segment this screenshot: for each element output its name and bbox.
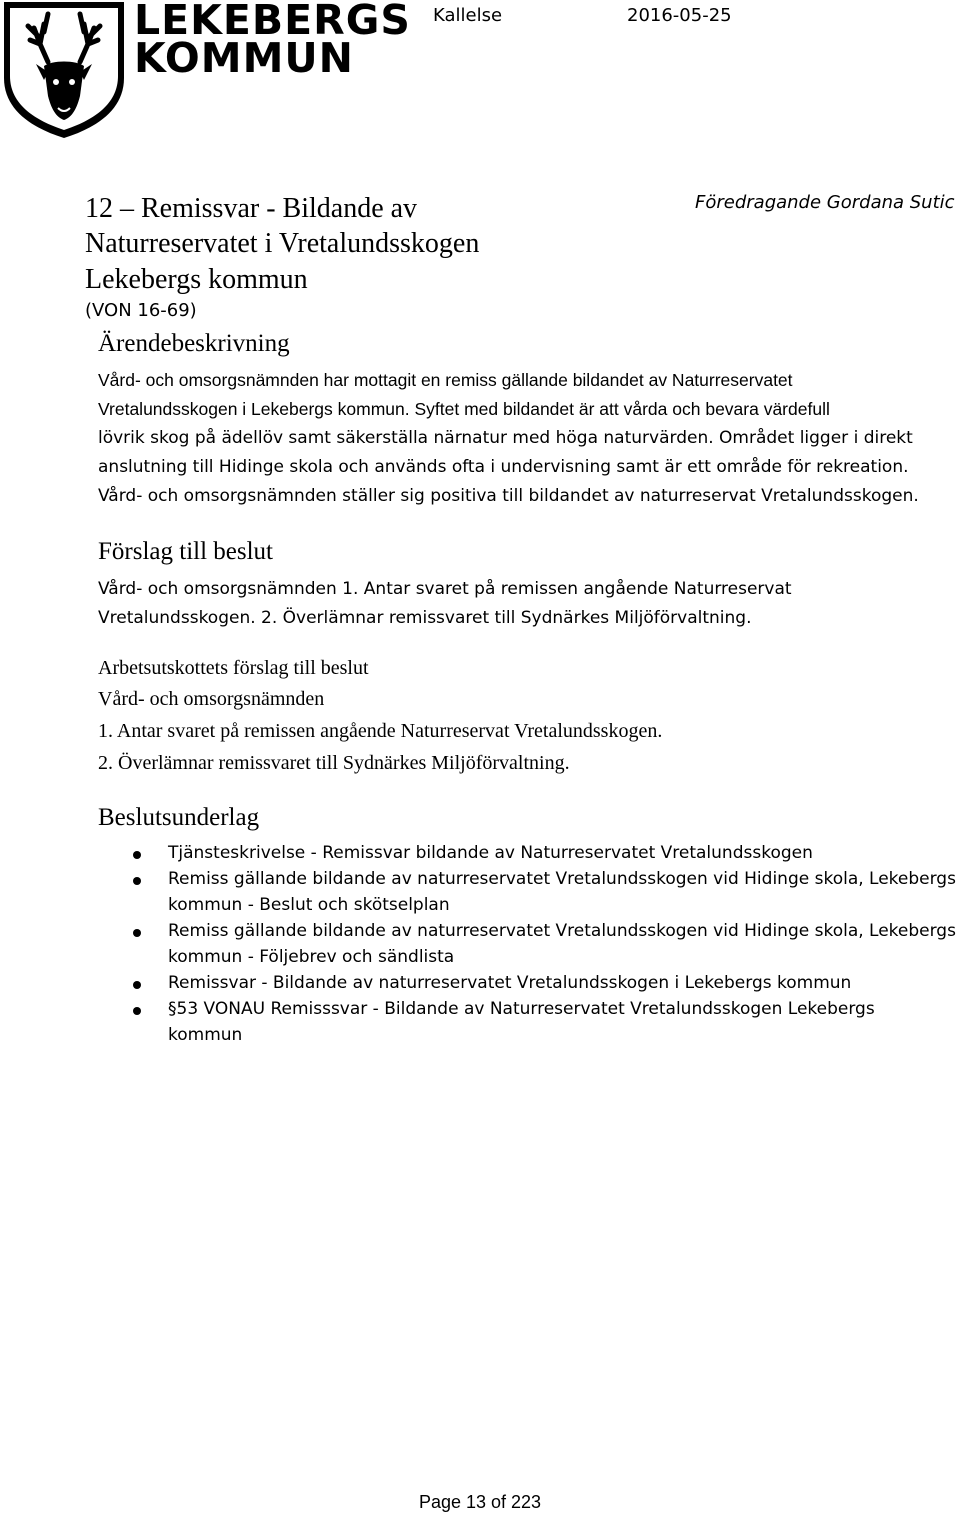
arende-line: lövrik skog på ädellöv samt säkerställa närnatur med höga naturvärden. Området ligger i direkt [98,428,913,448]
arende-line: anslutning till Hidinge skola och används ofta i undervisning samt är ett område för rekreation. [98,457,909,477]
brand-name-line1: LEKEBERGS [134,0,411,44]
list-item: Tjänsteskrivelse - Remissvar bildande av Naturreservatet Vretalundsskogen [168,843,813,863]
bullet-icon [133,1007,141,1015]
au-forslag-body: Vård- och omsorgsnämnden [98,688,325,710]
forslag-line: Vretalundsskogen. 2. Överlämnar remissvaret till Sydnärkes Miljöförvaltning. [98,608,752,628]
section-heading-beslutsunderlag: Beslutsunderlag [98,804,260,831]
list-item: Remiss gällande bildande av naturreservatet Vretalundsskogen vid Hidinge skola, Lekebergs [168,921,956,941]
list-item: Remiss gällande bildande av naturreservatet Vretalundsskogen vid Hidinge skola, Lekebergs [168,869,956,889]
section-heading-forslag: Förslag till beslut [98,538,273,565]
presenter: Föredragande Gordana Sutic [695,192,955,213]
bullet-icon [133,877,141,885]
list-item-continuation: kommun - Följebrev och sändlista [168,947,455,967]
list-item-continuation: kommun - Beslut och skötselplan [168,895,450,915]
document-type: Kallelse [433,5,503,26]
brand-name-line2: KOMMUN [134,34,354,82]
au-forslag-item: 1. Antar svaret på remissen angående Naturreservat Vretalundsskogen. [98,720,663,742]
list-item: Remissvar - Bildande av naturreservatet Vretalundsskogen i Lekebergs kommun [168,973,852,993]
list-item: §53 VONAU Remisssvar - Bildande av Naturreservatet Vretalundsskogen Lekebergs [168,999,875,1019]
arende-line: Vård- och omsorgsnämnden ställer sig positiva till bildandet av naturreservat Vretalundsskogen. [98,486,919,506]
section-heading-au-forslag: Arbetsutskottets förslag till beslut [98,657,369,679]
list-item-continuation: kommun [168,1025,243,1045]
deer-head-crest-icon [0,0,128,140]
bullet-icon [133,929,141,937]
item-title-line1: 12 – Remissvar - Bildande av [85,193,418,224]
case-number: (VON 16-69) [85,300,197,321]
arende-line: Vård- och omsorgsnämnden har mottagit en remiss gällande bildandet av Naturreservatet [98,370,793,390]
page-number: Page 13 of 223 [418,1492,542,1512]
forslag-line: Vård- och omsorgsnämnden 1. Antar svaret på remissen angående Naturreservat [98,579,792,599]
item-title-line2: Naturreservatet i Vretalundsskogen [85,228,480,259]
au-forslag-item: 2. Överlämnar remissvaret till Sydnärkes Miljöförvaltning. [98,752,570,774]
arende-line: Vretalundsskogen i Lekebergs kommun. Syftet med bildandet är att vårda och bevara värdefull [98,399,830,419]
bullet-icon [133,851,141,859]
item-title-line3: Lekebergs kommun [85,264,308,295]
document-date: 2016-05-25 [627,5,732,26]
section-heading-arendebeskrivning: Ärendebeskrivning [98,330,290,357]
bullet-icon [133,981,141,989]
